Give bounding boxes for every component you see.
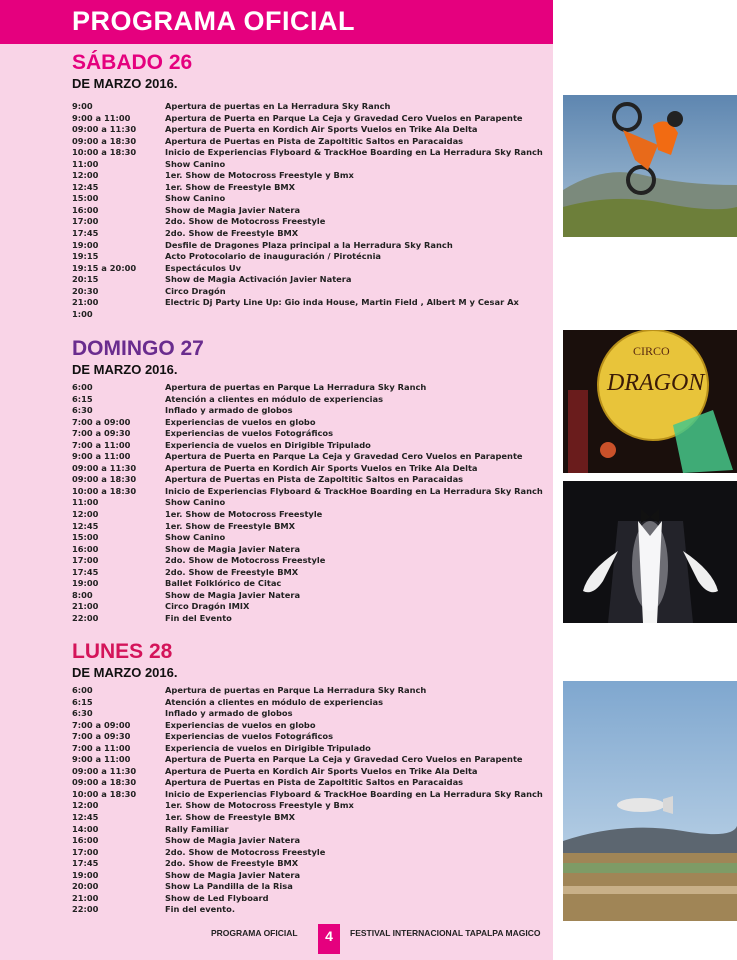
event-description: Circo Dragón IMIX (165, 601, 250, 612)
schedule-row (72, 521, 542, 533)
event-description: 1er. Show de Motocross Freestyle y Bmx (165, 170, 354, 181)
schedule-row (72, 228, 542, 240)
event-description: Acto Protocolario de inauguración / Pirotécnia (165, 251, 382, 262)
event-description: Apertura de Puerta en Kordich Air Sports Vuelos en Trike Ala Delta (165, 765, 478, 776)
event-time: 12:00 (72, 170, 99, 181)
event-time: 7:00 a 11:00 (72, 742, 131, 753)
event-time: 9:00 (72, 101, 93, 111)
circus-sign-small: CIRCO (633, 344, 670, 358)
schedule-row (72, 800, 542, 812)
schedule-row (72, 532, 542, 544)
event-description: Apertura de Puerta en Kordich Air Sports Vuelos en Trike Ala Delta (165, 124, 478, 135)
event-description: Rally Familiar (165, 823, 229, 834)
schedule-row (72, 159, 542, 171)
event-description: Apertura de Puertas en Pista de Zapoltitic Saltos en Paracaidas (165, 474, 464, 485)
schedule-row (72, 555, 542, 567)
event-description: Electric Dj Party Line Up: Gio inda House, Martin Field , Albert M y Cesar Ax (165, 297, 519, 308)
event-description: 1er. Show de Motocross Freestyle (165, 509, 323, 520)
event-time: 22:00 (72, 904, 99, 915)
event-description: Show de Magia Javier Natera (165, 204, 301, 215)
event-description: Show Canino (165, 497, 226, 508)
day-subtitle: DE MARZO 2016. (72, 362, 178, 377)
day-subtitle: DE MARZO 2016. (72, 665, 178, 680)
schedule-row (72, 428, 542, 440)
event-description: Inicio de Experiencias Flyboard & TrackHoe Boarding en La Herradura Sky Ranch (165, 147, 543, 158)
event-description: Inflado y armado de globos (165, 708, 293, 719)
event-description: 2do. Show de Freestyle BMX (165, 228, 299, 239)
event-description: Apertura de Puerta en Parque La Ceja y Gravedad Cero Vuelos en Parapente (165, 451, 523, 462)
event-time: 16:00 (72, 835, 99, 846)
event-time: 11:00 (72, 158, 99, 169)
event-description: 2do. Show de Motocross Freestyle (165, 846, 326, 857)
event-description: Experiencias de vuelos Fotográficos (165, 428, 334, 439)
event-time: 6:15 (72, 696, 93, 707)
schedule-row (72, 251, 542, 263)
event-description: Experiencia de vuelos en Dirigible Tripulado (165, 439, 371, 450)
event-time: 09:00 a 11:30 (72, 765, 137, 776)
circus-illustration (563, 330, 737, 473)
event-time: 1:00 (72, 308, 93, 319)
event-description: Show La Pandilla de la Risa (165, 881, 293, 892)
magician-photo (563, 481, 737, 623)
event-time: 12:00 (72, 509, 99, 520)
event-time: 09:00 a 11:30 (72, 462, 137, 473)
event-time: 09:00 a 11:30 (72, 124, 137, 135)
schedule-row (72, 463, 542, 475)
event-description: Apertura de puertas en Parque La Herradura Sky Ranch (165, 685, 427, 695)
event-time: 19:15 a 20:00 (72, 262, 137, 273)
event-description: Show Canino (165, 532, 226, 543)
schedule-row (72, 754, 542, 766)
event-description: 1er. Show de Motocross Freestyle y Bmx (165, 800, 354, 811)
motocross-illustration (563, 95, 737, 237)
schedule-row (72, 486, 542, 498)
page-header (0, 0, 553, 44)
page-title: PROGRAMA OFICIAL (72, 6, 355, 36)
event-description: 1er. Show de Freestyle BMX (165, 181, 296, 192)
schedule-row (72, 113, 542, 125)
schedule-row (72, 766, 542, 778)
schedule-row (72, 286, 542, 298)
event-description: Experiencias de vuelos en globo (165, 719, 316, 730)
schedule-list-sabado (72, 101, 542, 320)
schedule-row (72, 382, 542, 394)
event-description: Show de Magia Javier Natera (165, 835, 301, 846)
event-time: 21:00 (72, 297, 99, 308)
event-description: Circo Dragón (165, 285, 226, 296)
event-description: 2do. Show de Freestyle BMX (165, 858, 299, 869)
schedule-row (72, 240, 542, 252)
event-description: 1er. Show de Freestyle BMX (165, 520, 296, 531)
event-description: Desfile de Dragones Plaza principal a la Herradura Sky Ranch (165, 239, 453, 250)
event-description: Apertura de Puertas en Pista de Zapoltitic Saltos en Paracaidas (165, 777, 464, 788)
event-description: Espectáculos Uv (165, 262, 241, 273)
schedule-row (72, 720, 542, 732)
event-description: Fin del Evento (165, 612, 232, 623)
event-description: 2do. Show de Freestyle BMX (165, 566, 299, 577)
schedule-row (72, 544, 542, 556)
schedule-row (72, 708, 542, 720)
schedule-row (72, 216, 542, 228)
event-time: 09:00 a 18:30 (72, 135, 137, 146)
schedule-row (72, 812, 542, 824)
event-time: 12:45 (72, 181, 99, 192)
event-description: Apertura de Puerta en Kordich Air Sports Vuelos en Trike Ala Delta (165, 462, 478, 473)
schedule-row (72, 205, 542, 217)
event-description: Ballet Folklórico de Citac (165, 578, 282, 589)
schedule-row (72, 170, 542, 182)
event-description: Inicio de Experiencias Flyboard & TrackHoe Boarding en La Herradura Sky Ranch (165, 485, 543, 496)
schedule-row (72, 509, 542, 521)
schedule-row (72, 601, 542, 613)
event-description: Show de Magia Javier Natera (165, 589, 301, 600)
magician-illustration (563, 481, 737, 623)
event-description: Apertura de Puerta en Parque La Ceja y Gravedad Cero Vuelos en Parapente (165, 112, 523, 123)
event-time: 6:30 (72, 405, 93, 416)
schedule-row (72, 893, 542, 905)
day-title: DOMINGO 27 (72, 337, 204, 360)
schedule-row (72, 590, 542, 602)
schedule-row (72, 731, 542, 743)
schedule-row (72, 497, 542, 509)
event-time: 6:30 (72, 708, 93, 719)
event-description: Apertura de Puertas en Pista de Zapoltitic Saltos en Paracaidas (165, 135, 464, 146)
event-description: Show de Magia Javier Natera (165, 543, 301, 554)
event-description: Experiencias de vuelos Fotográficos (165, 731, 334, 742)
schedule-list-domingo (72, 382, 542, 624)
circus-sign-big: DRAGON (607, 370, 705, 396)
schedule-row (72, 824, 542, 836)
event-time: 17:45 (72, 566, 99, 577)
schedule-row (72, 847, 542, 859)
event-description: Inicio de Experiencias Flyboard & TrackHoe Boarding en La Herradura Sky Ranch (165, 788, 543, 799)
event-description: Show de Led Flyboard (165, 892, 269, 903)
event-description: Experiencias de vuelos en globo (165, 416, 316, 427)
schedule-row (72, 567, 542, 579)
event-time: 20:15 (72, 274, 99, 285)
schedule-row (72, 870, 542, 882)
event-description: Show de Magia Activación Javier Natera (165, 274, 352, 285)
event-time: 20:30 (72, 285, 99, 296)
event-time: 6:00 (72, 685, 93, 695)
event-description: Show de Magia Javier Natera (165, 869, 301, 880)
event-time: 21:00 (72, 892, 99, 903)
event-time: 12:45 (72, 520, 99, 531)
event-time: 16:00 (72, 543, 99, 554)
event-time: 17:00 (72, 846, 99, 857)
schedule-row (72, 789, 542, 801)
schedule-row (72, 835, 542, 847)
event-time: 7:00 a 11:00 (72, 439, 131, 450)
event-description: 2do. Show de Motocross Freestyle (165, 555, 326, 566)
event-time: 17:45 (72, 228, 99, 239)
event-time: 12:45 (72, 812, 99, 823)
event-time: 12:00 (72, 800, 99, 811)
schedule-row (72, 858, 542, 870)
event-description: Apertura de Puerta en Parque La Ceja y Gravedad Cero Vuelos en Parapente (165, 754, 523, 765)
event-time: 9:00 a 11:00 (72, 754, 131, 765)
footer-left-text: PROGRAMA OFICIAL (211, 928, 298, 938)
airship-photo (563, 681, 737, 921)
event-description: Atención a clientes en módulo de experiencias (165, 393, 384, 404)
event-description: Show Canino (165, 193, 226, 204)
day-heading-domingo (72, 338, 204, 377)
event-time: 17:00 (72, 555, 99, 566)
event-time: 10:00 a 18:30 (72, 147, 137, 158)
schedule-row (72, 743, 542, 755)
schedule-row (72, 417, 542, 429)
event-description: Atención a clientes en módulo de experiencias (165, 696, 384, 707)
day-heading-sabado (72, 52, 192, 91)
page-number: 4 (318, 924, 340, 954)
schedule-row (72, 440, 542, 452)
event-time: 19:00 (72, 869, 99, 880)
event-time: 8:00 (72, 589, 93, 600)
schedule-list-lunes (72, 685, 542, 916)
event-time: 15:00 (72, 532, 99, 543)
schedule-row (72, 697, 542, 709)
event-description: Inflado y armado de globos (165, 405, 293, 416)
schedule-row (72, 474, 542, 486)
event-time: 7:00 a 09:30 (72, 731, 131, 742)
schedule-row (72, 394, 542, 406)
schedule-row (72, 297, 542, 309)
schedule-row (72, 101, 542, 113)
day-title: LUNES 28 (72, 640, 173, 663)
event-time: 15:00 (72, 193, 99, 204)
schedule-row (72, 136, 542, 148)
day-heading-lunes (72, 641, 177, 680)
event-description: 2do. Show de Motocross Freestyle (165, 216, 326, 227)
event-time: 17:00 (72, 216, 99, 227)
event-description: Experiencia de vuelos en Dirigible Tripulado (165, 742, 371, 753)
event-description: Apertura de puertas en Parque La Herradura Sky Ranch (165, 382, 427, 392)
schedule-row (72, 405, 542, 417)
event-time: 9:00 a 11:00 (72, 112, 131, 123)
event-time: 6:15 (72, 393, 93, 404)
event-description: Fin del evento. (165, 904, 235, 915)
event-time: 22:00 (72, 612, 99, 623)
schedule-row (72, 124, 542, 136)
schedule-row (72, 147, 542, 159)
event-time: 17:45 (72, 858, 99, 869)
event-time: 7:00 a 09:30 (72, 428, 131, 439)
event-time: 21:00 (72, 601, 99, 612)
event-time: 7:00 a 09:00 (72, 719, 131, 730)
event-time: 9:00 a 11:00 (72, 451, 131, 462)
day-subtitle: DE MARZO 2016. (72, 76, 178, 91)
event-time: 6:00 (72, 382, 93, 392)
event-time: 19:00 (72, 239, 99, 250)
circus-photo (563, 330, 737, 473)
schedule-row (72, 193, 542, 205)
day-title: SÁBADO 26 (72, 51, 193, 74)
schedule-row (72, 613, 542, 625)
schedule-row (72, 578, 542, 590)
event-time: 10:00 a 18:30 (72, 788, 137, 799)
event-time: 11:00 (72, 497, 99, 508)
schedule-row (72, 274, 542, 286)
event-time: 19:15 (72, 251, 99, 262)
schedule-row (72, 182, 542, 194)
schedule-row (72, 881, 542, 893)
schedule-row (72, 777, 542, 789)
event-time: 10:00 a 18:30 (72, 485, 137, 496)
footer-right-text: FESTIVAL INTERNACIONAL TAPALPA MAGICO (350, 928, 541, 938)
schedule-row (72, 309, 542, 321)
event-time: 09:00 a 18:30 (72, 777, 137, 788)
event-time: 19:00 (72, 578, 99, 589)
event-time: 7:00 a 09:00 (72, 416, 131, 427)
schedule-row (72, 904, 542, 916)
schedule-row (72, 451, 542, 463)
event-description: 1er. Show de Freestyle BMX (165, 812, 296, 823)
event-description: Apertura de puertas en La Herradura Sky Ranch (165, 101, 391, 111)
event-time: 16:00 (72, 204, 99, 215)
motocross-photo (563, 95, 737, 237)
event-time: 20:00 (72, 881, 99, 892)
event-time: 14:00 (72, 823, 99, 834)
airship-illustration (563, 681, 737, 921)
event-description: Show Canino (165, 158, 226, 169)
schedule-row (72, 685, 542, 697)
schedule-row (72, 263, 542, 275)
event-time: 09:00 a 18:30 (72, 474, 137, 485)
